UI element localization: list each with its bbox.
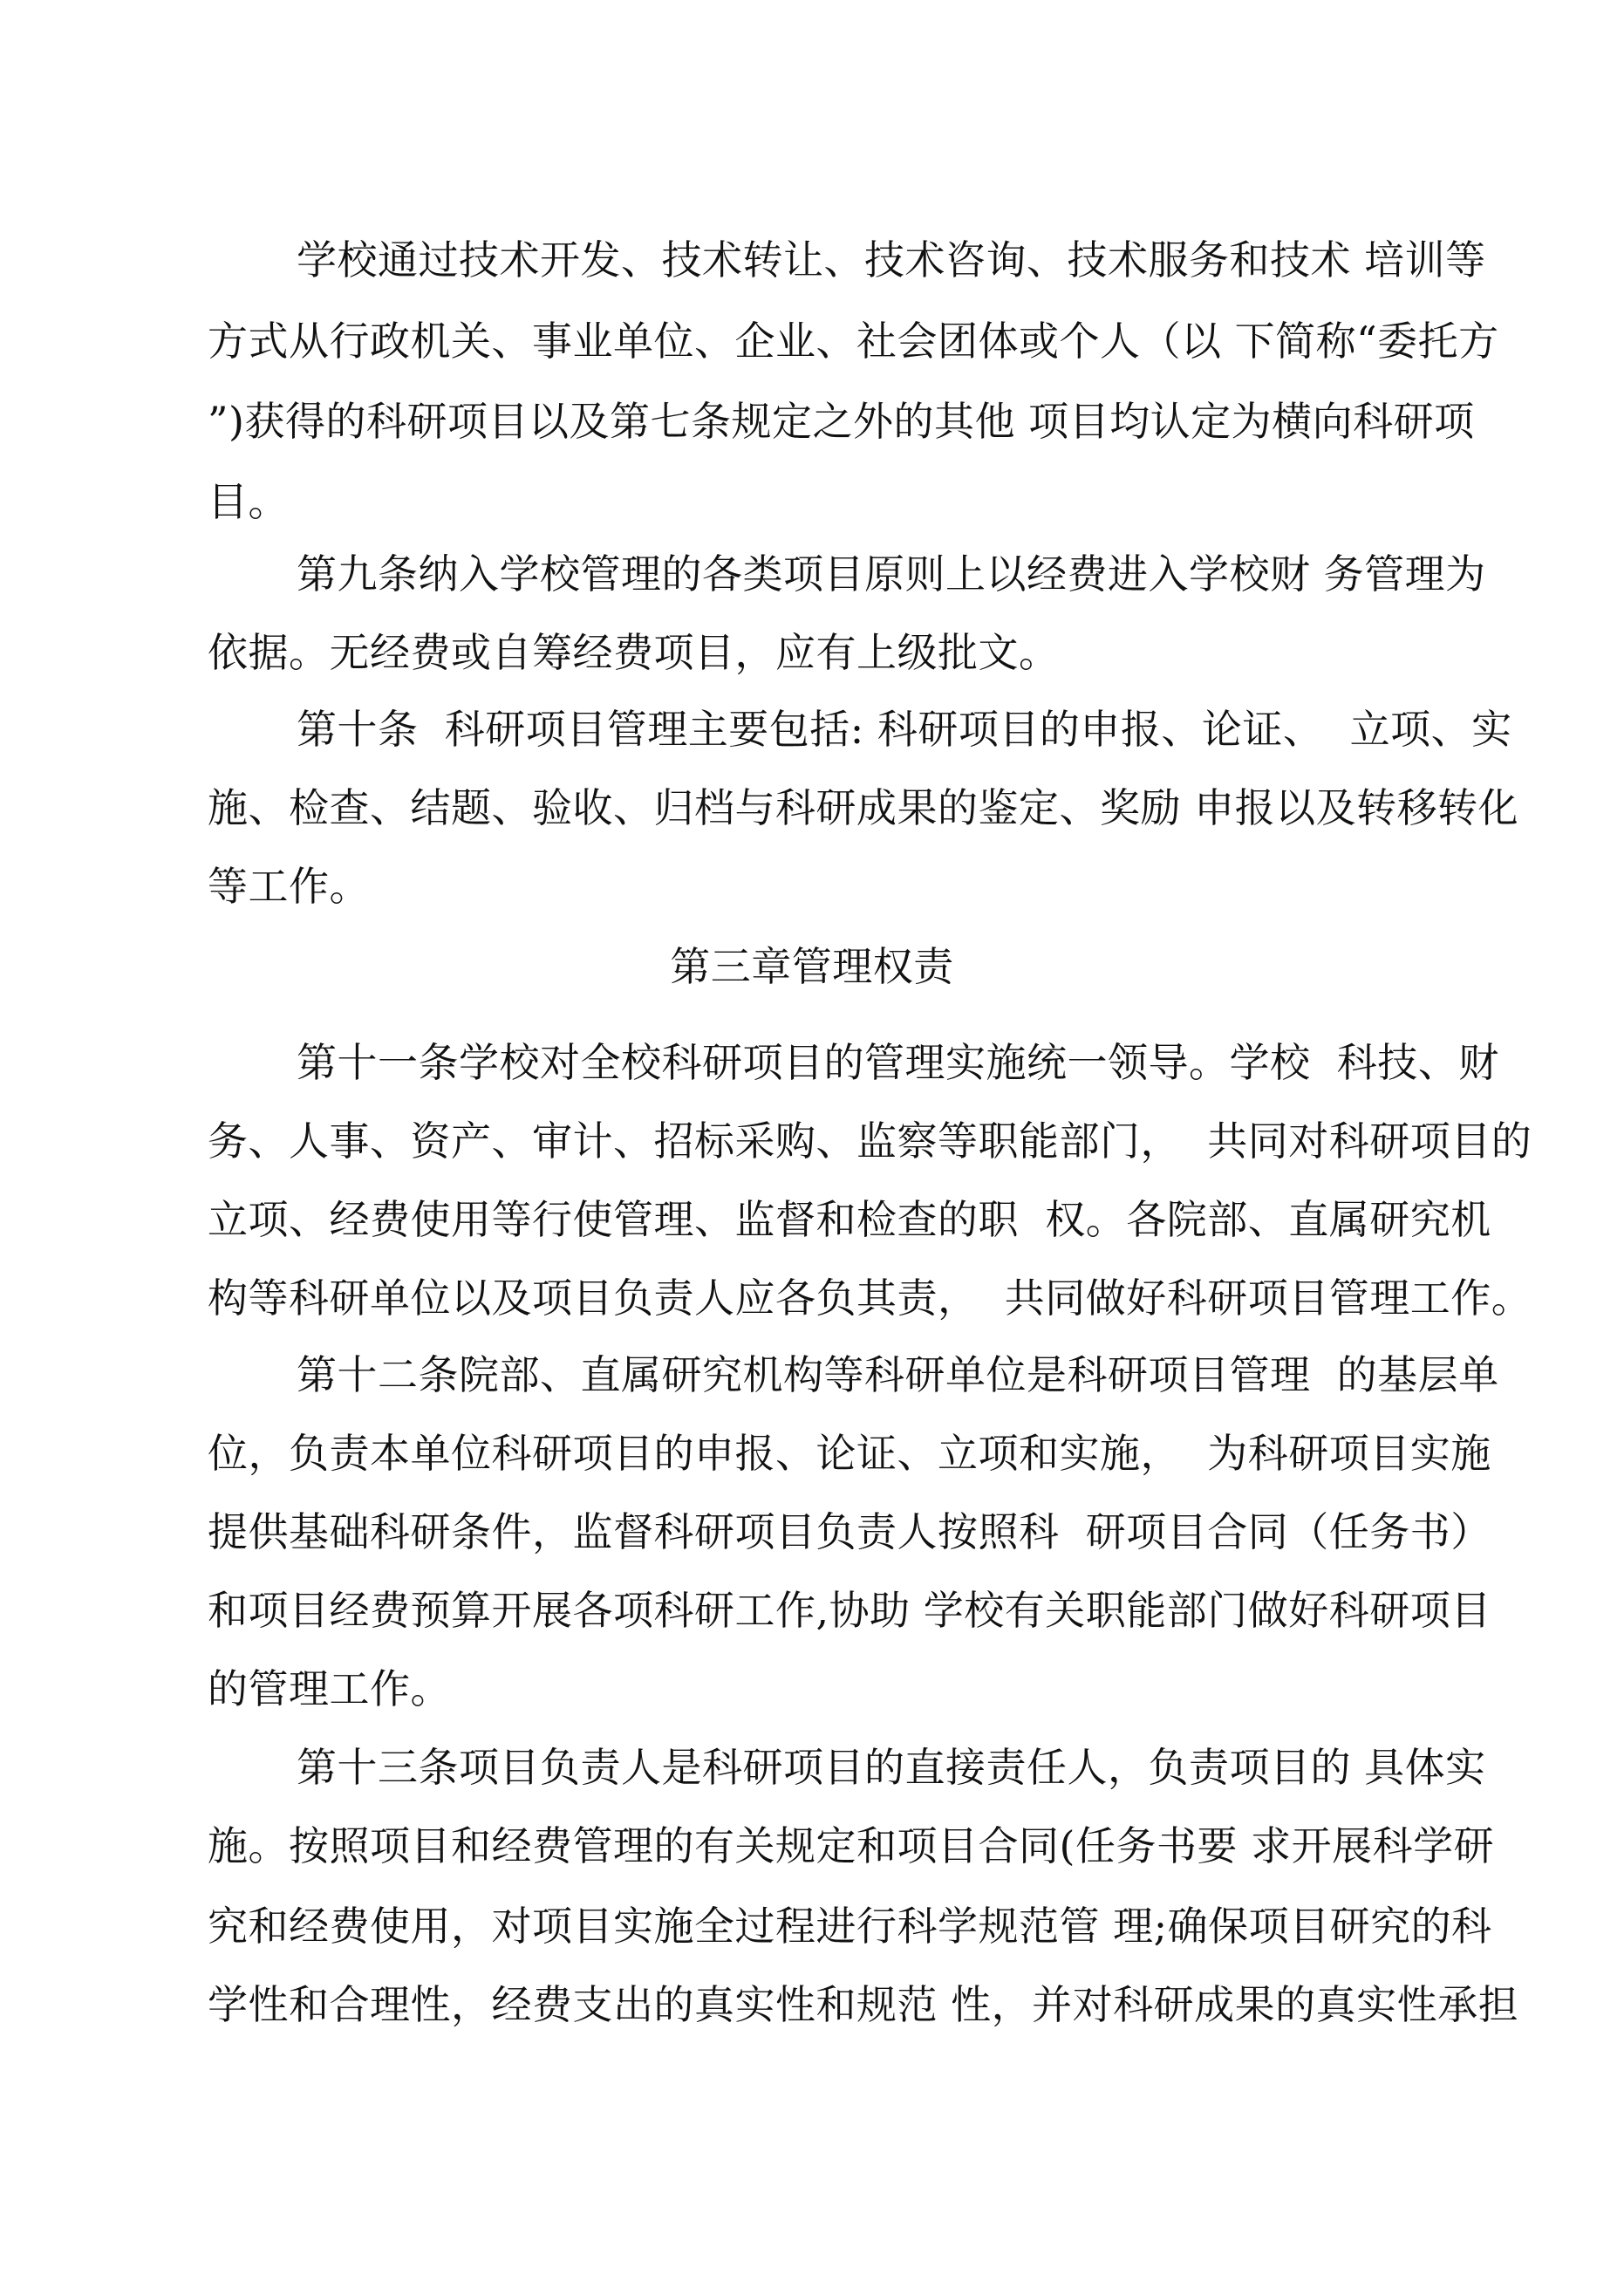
paragraph-line: 等工作。 (208, 863, 370, 910)
paragraph-line: 依据。无经费或自筹经费项目，应有上级批文。 (208, 629, 1060, 676)
paragraph-line: 究和经费使用，对项目实施全过程进行科学规范管 理;确保项目研究的科 (208, 1903, 1492, 1950)
paragraph-line: 学校通过技术开发、技术转让、技术咨询、技术服务和技术 培训等 (297, 236, 1486, 284)
paragraph-line: 第十二条院部、直属研究机构等科研单位是科研项目管理 的基层单 (297, 1351, 1499, 1398)
paragraph-line: 学性和合理性，经费支出的真实性和规范 性，并对科研成果的真实性承担 (208, 1981, 1519, 2028)
paragraph-line: 提供基础科研条件，监督科研项目负责人按照科 研项目合同（任务书） (208, 1508, 1491, 1555)
chapter-heading: 第三章管理权责 (670, 943, 954, 990)
paragraph-line: 的管理工作。 (208, 1665, 451, 1712)
paragraph-line: 第十三条项目负责人是科研项目的直接责任人，负责项目的 具体实 (297, 1744, 1486, 1791)
paragraph-line: 第九条纳入学校管理的各类项目原则上以经费进入学校财 务管理为 (297, 550, 1486, 598)
paragraph-line: 施。按照项目和经费管理的有关规定和项目合同(任务书要 求开展科学研 (208, 1822, 1495, 1869)
paragraph-line: 位，负责本单位科研项目的申报、论证、立项和实施， 为科研项目实施 (208, 1430, 1491, 1477)
paragraph-line: ”)获得的科研项目以及第七条规定之外的其他 项目均认定为横向科研项 (208, 398, 1475, 445)
paragraph-line: 务、人事、资产、审计、招标采购、监察等职能部门， 共同对科研项目的 (208, 1117, 1532, 1165)
paragraph-line: 方式从行政机关、事业单位、企业、社会团体或个人（以 下简称“委托方 (208, 318, 1499, 365)
paragraph-line: 第十一条学校对全校科研项目的管理实施统一领导。学校 科技、财 (297, 1039, 1499, 1086)
paragraph-line: 目。 (208, 478, 289, 525)
paragraph-line: 施、检查、结题、验收、归档与科研成果的鉴定、奖励 申报以及转移转化 (208, 784, 1519, 831)
paragraph-line: 立项、经费使用等行使管理、监督和检查的职 权。各院部、直属研究机 (208, 1196, 1491, 1243)
paragraph-line: 第十条 科研项目管理主要包括: 科研项目的申报、论证、 立项、实 (297, 706, 1512, 753)
paragraph-line: 和项目经费预算开展各项科研工作,协助 学校有关职能部门做好科研项目 (208, 1587, 1491, 1634)
paragraph-line: 构等科研单位以及项目负责人应各负其责， 共同做好科研项目管理工作。 (208, 1274, 1532, 1322)
